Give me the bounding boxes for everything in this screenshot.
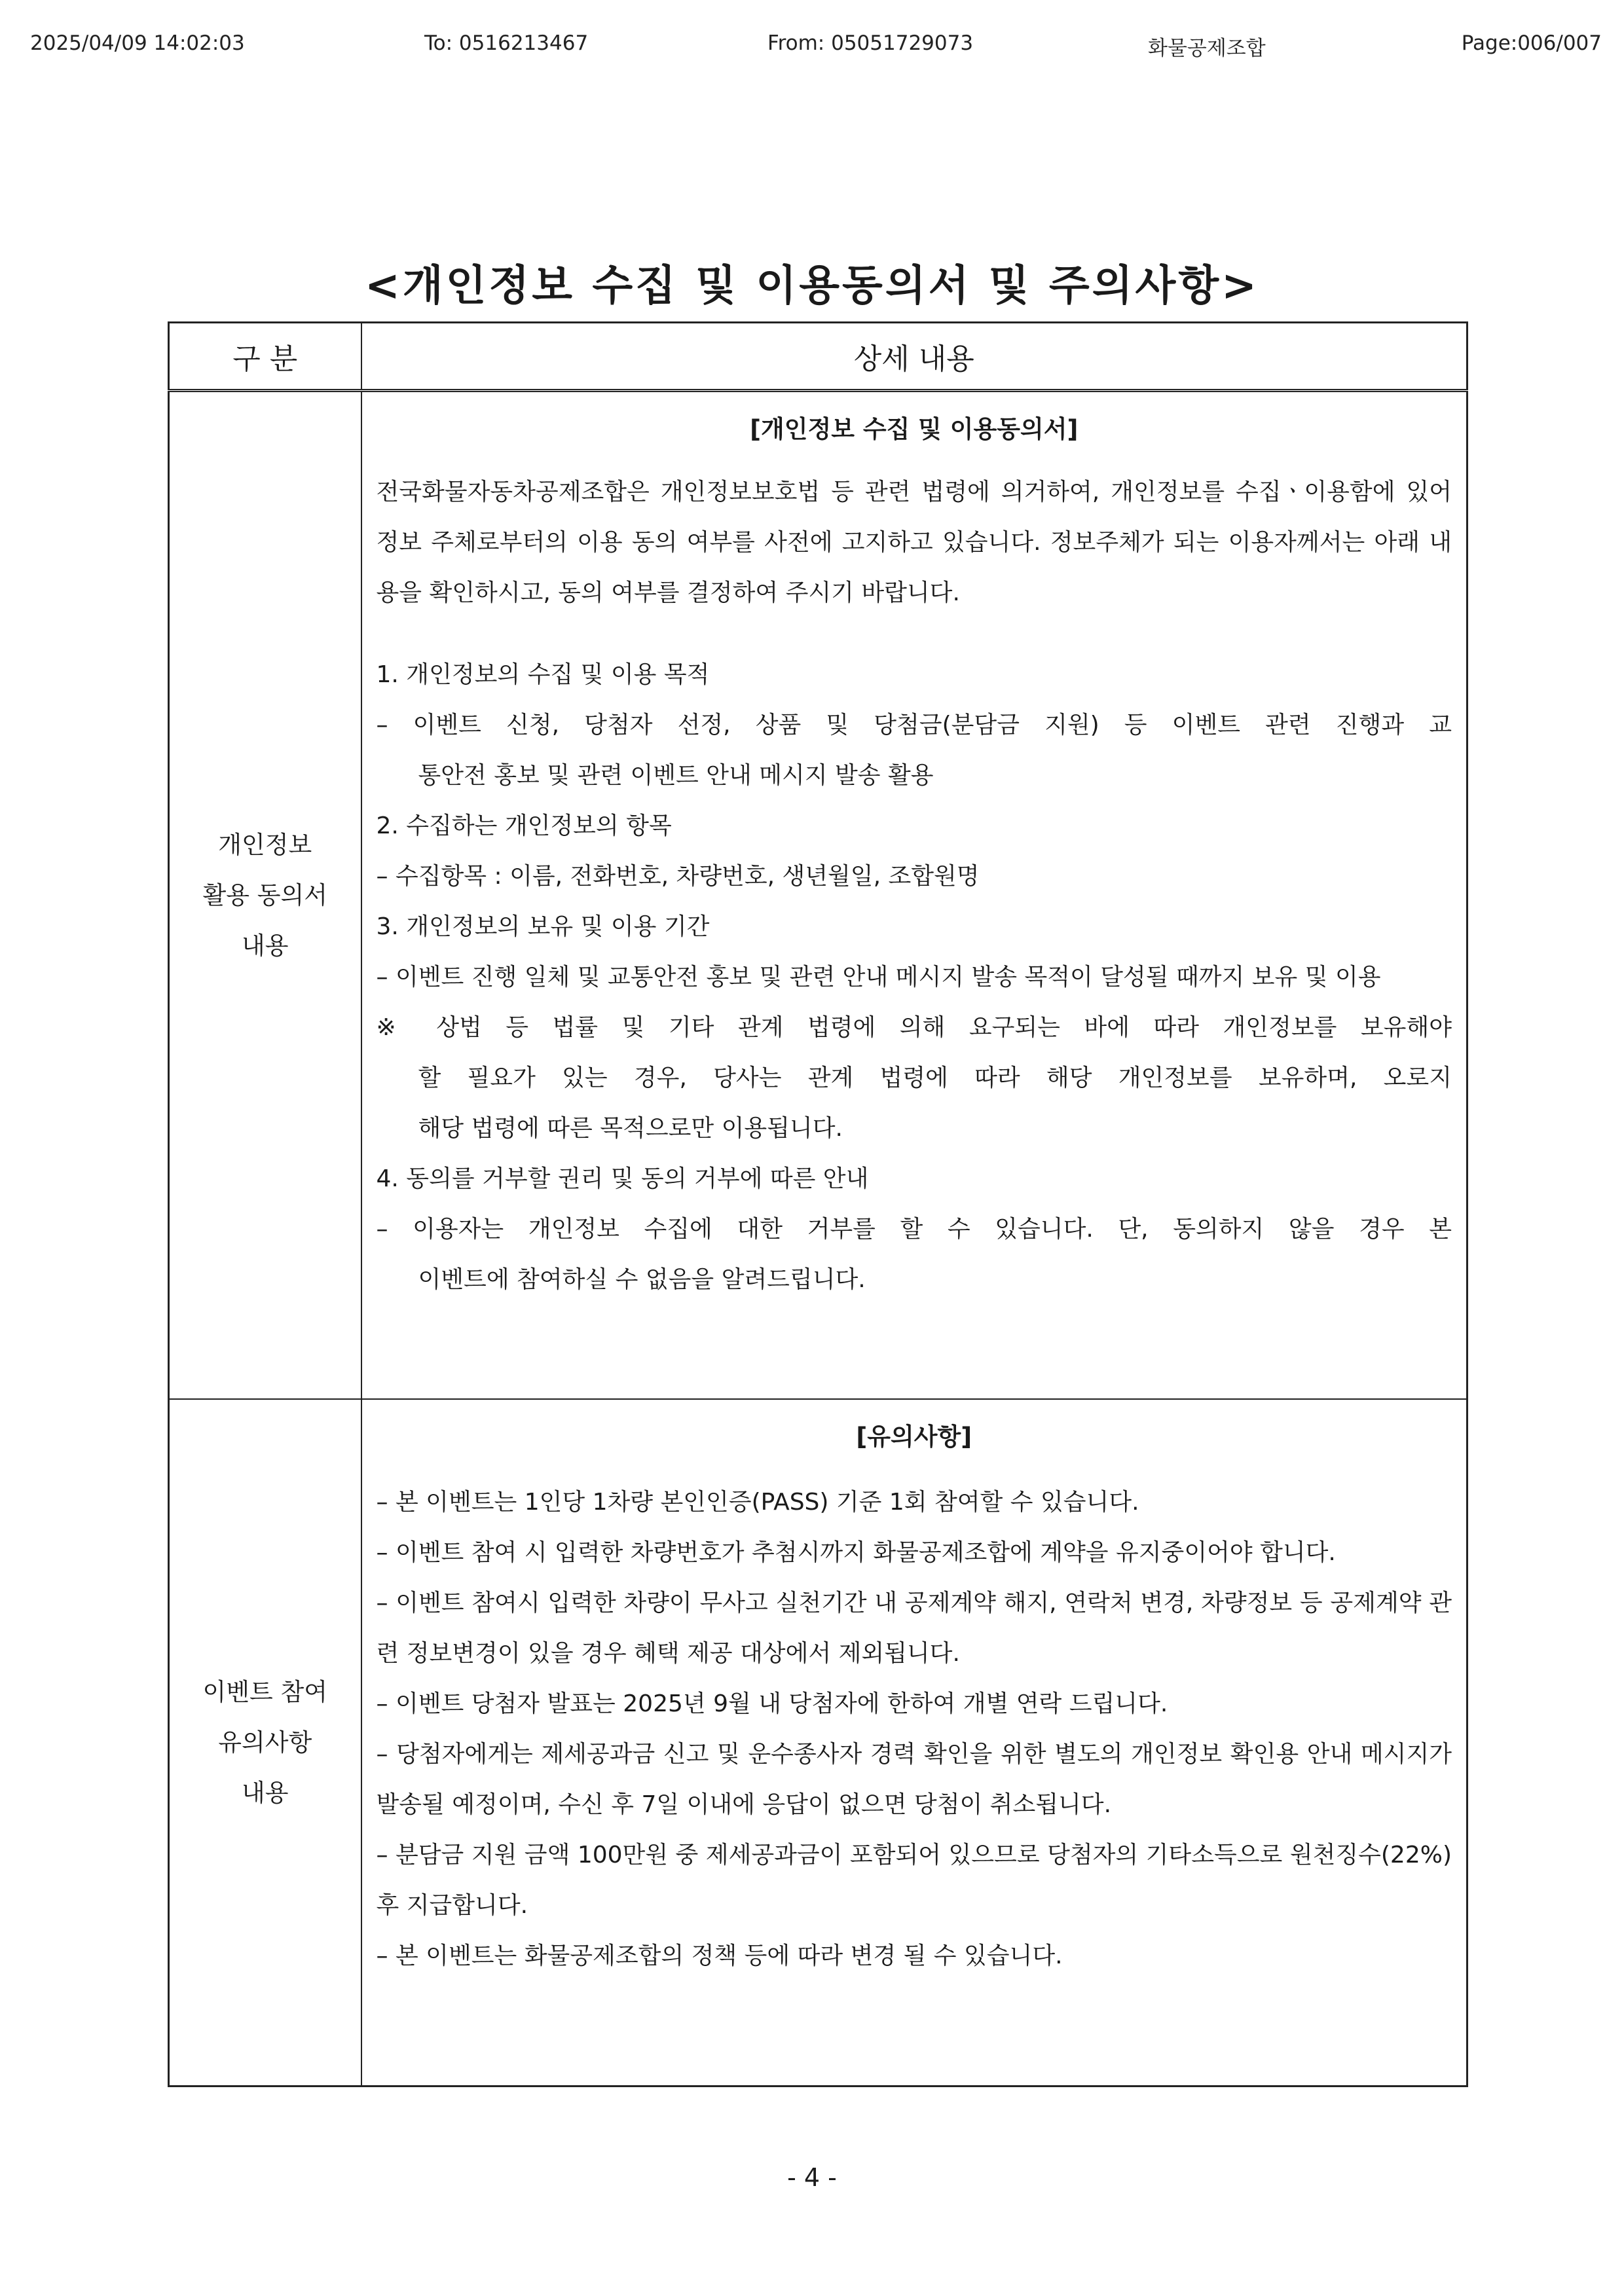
notice-item: – 당첨자에게는 제세공과금 신고 및 운수종사자 경력 확인을 위한 별도의 개인정보 확인용 안내 메시지가 발송될 예정이며, 수신 후 7일 이내에 응답이 없으면 당첨이 취소됩니다. (376, 1740, 1452, 1818)
consent-category-cell (169, 391, 361, 1399)
fax-datetime: 2025/04/09 14:02:03 (30, 31, 245, 55)
consent-item-3-note: 할 필요가 있는 경우, 당사는 관계 법령에 따라 해당 개인정보를 보유하며, 오로지 (418, 1065, 1452, 1091)
consent-item-4-body: 이벤트에 참여하실 수 없음을 알려드립니다. (418, 1266, 866, 1293)
consent-item-2-body: – 수집항목 : 이름, 전화번호, 차량번호, 생년월일, 조합원명 (376, 863, 980, 890)
notice-item: – 이벤트 참여 시 입력한 차량번호가 추첨시까지 화물공제조합에 계약을 유지중이어야 합니다. (376, 1539, 1336, 1566)
notice-item: – 본 이벤트는 화물공제조합의 정책 등에 따라 변경 될 수 있습니다. (376, 1942, 1063, 1969)
consent-heading: [개인정보 수집 및 이용동의서] (750, 415, 1079, 443)
notice-item: – 이벤트 참여시 입력한 차량이 무사고 실천기간 내 공제계약 해지, 연락처 변경, 차량정보 등 공제계약 관련 정보변경이 있을 경우 혜택 제공 대상에서 제외됩니다. (376, 1589, 1452, 1667)
notice-category-line: 이벤트 참여 (202, 1677, 327, 1706)
consent-item-3-title: 3. 개인정보의 보유 및 이용 기간 (376, 913, 710, 940)
consent-item-4-body: – 이용자는 개인정보 수집에 대한 거부를 할 수 있습니다. 단, 동의하지 않을 경우 본 (376, 1216, 1452, 1243)
consent-item-2-title: 2. 수집하는 개인정보의 항목 (376, 812, 672, 839)
fax-page-counter: Page:006/007 (1461, 31, 1602, 55)
consent-row (169, 391, 1467, 1399)
notice-category-line: 유의사항 (218, 1728, 312, 1757)
consent-content-cell (361, 391, 1467, 1399)
consent-table (168, 321, 1468, 2087)
header-detail: 상세 내용 (361, 323, 1467, 391)
consent-category-line: 개인정보 (218, 830, 312, 859)
notice-item: – 이벤트 당첨자 발표는 2025년 9월 내 당첨자에 한하여 개별 연락 드립니다. (376, 1690, 1168, 1717)
consent-item-3-note: 해당 법령에 따른 목적으로만 이용됩니다. (418, 1115, 843, 1142)
consent-item-4-title: 4. 동의를 거부할 권리 및 동의 거부에 따른 안내 (376, 1165, 869, 1192)
notice-item: – 분담금 지원 금액 100만원 중 제세공과금이 포함되어 있으므로 당첨자의 기타소득으로 원천징수(22%) 후 지급합니다. (376, 1841, 1452, 1919)
fax-sender: From: 05051729073 (767, 31, 974, 55)
consent-item-1-title: 1. 개인정보의 수집 및 이용 목적 (376, 661, 710, 688)
notice-row (169, 1399, 1467, 2086)
page-number: - 4 - (787, 2163, 837, 2192)
notice-category-cell (169, 1399, 361, 2086)
notice-heading: [유의사항] (856, 1422, 972, 1451)
notice-category-line: 내용 (242, 1778, 289, 1807)
consent-category-line: 활용 동의서 (202, 881, 327, 909)
document-title: <개인정보 수집 및 이용동의서 및 주의사항> (365, 262, 1259, 310)
consent-item-1-body: 통안전 홍보 및 관련 이벤트 안내 메시지 발송 활용 (418, 762, 934, 789)
notice-content-cell (361, 1399, 1467, 2086)
table-header-row (169, 323, 1467, 391)
consent-item-1-body: – 이벤트 신청, 당첨자 선정, 상품 및 당첨금(분담금 지원) 등 이벤트 관련 진행과 교 (376, 712, 1452, 738)
notice-item: – 본 이벤트는 1인당 1차량 본인인증(PASS) 기준 1회 참여할 수 있습니다. (376, 1488, 1139, 1516)
consent-intro: 전국화물자동차공제조합은 개인정보보호법 등 관련 법령에 의거하여, 개인정보를 수집ㆍ이용함에 있어 정보 주체로부터의 이용 동의 여부를 사전에 고지하고 있습니다. 정보주체가 되는 이용자께서는 아래 내용을 확인하시고, 동의 여부를 결정하여 주시기 바랍니다. (376, 479, 1452, 606)
fax-recipient: To: 0516213467 (424, 31, 589, 55)
consent-category-line: 내용 (242, 931, 289, 960)
fax-organization: 화물공제조합 (1148, 37, 1266, 60)
consent-item-3-body: – 이벤트 진행 일체 및 교통안전 홍보 및 관련 안내 메시지 발송 목적이 달성될 때까지 보유 및 이용 (376, 964, 1381, 991)
fax-header (30, 31, 1602, 71)
header-category: 구 분 (169, 323, 361, 391)
consent-item-3-note: ※ 상법 등 법률 및 기타 관계 법령에 의해 요구되는 바에 따라 개인정보를 보유해야 (376, 1014, 1452, 1041)
